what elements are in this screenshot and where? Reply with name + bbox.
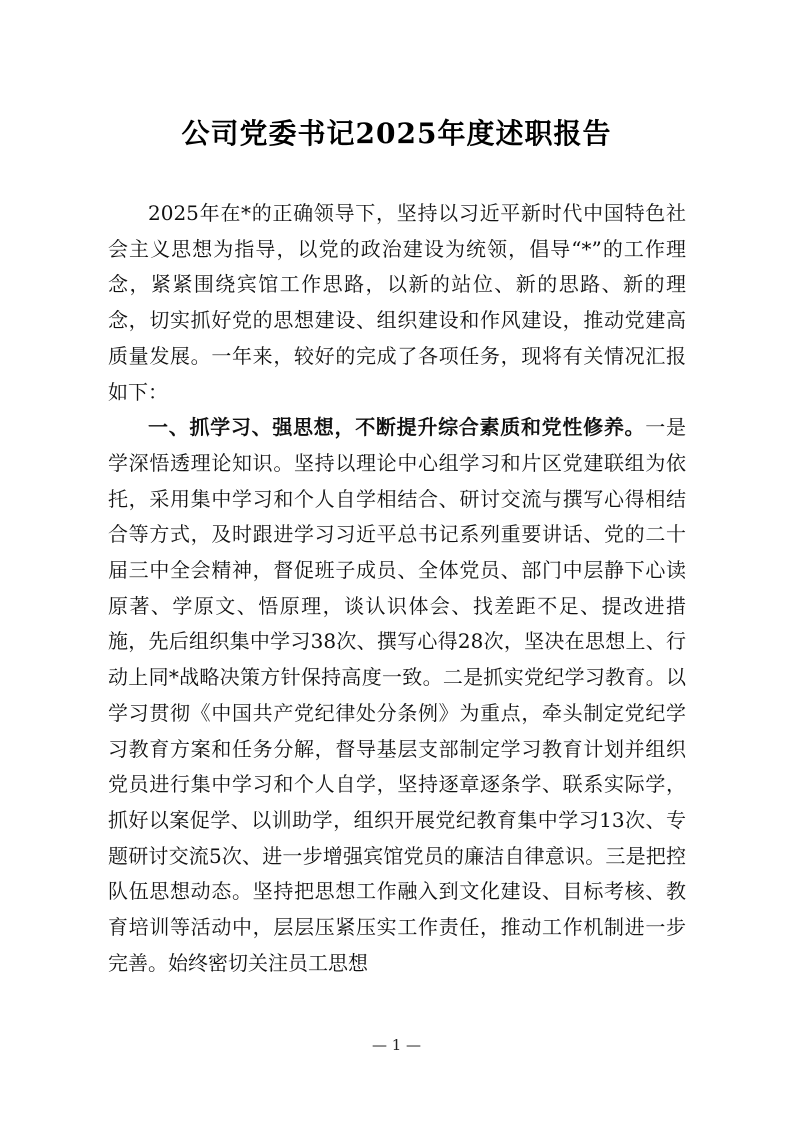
section-1-paragraph xyxy=(108,410,686,981)
page-number: — 1 — xyxy=(371,1036,422,1054)
section-1-heading: 一、抓学习、强思想，不断提升综合素质和党性修养。 xyxy=(148,415,646,440)
document-title: 公司党委书记2025年度述职报告 xyxy=(181,117,612,150)
document-body xyxy=(108,196,686,981)
intro-paragraph: 2025年在*的正确领导下，坚持以习近平新时代中国特色社会主义思想为指导，以党的政治建设为统领，倡导“*”的工作理念，紧紧围绕宾馆工作思路，以新的站位、新的思路、新的理念，切实抓好党的思想建设、组织建设和作风建设，推动党建高质量发展。一年来，较好的完成了各项任务，现将有关情况汇报如下： xyxy=(108,201,686,404)
section-1-body: 一是学深悟透理论知识。坚持以理论中心组学习和片区党建联组为依托，采用集中学习和个人自学相结合、研讨交流与撰写心得相结合等方式，及时跟进学习习近平总书记系列重要讲话、党的二十届三中全会精神，督促班子成员、全体党员、部门中层静下心读原著、学原文、悟原理，谈认识体会、找差距不足、提改进措施，先后组织集中学习38次、撰写心得28次，坚决在思想上、行动上同*战略决策方针保持高度一致。二是抓实党纪学习教育。以学习贯彻《中国共产党纪律处分条例》为重点，牵头制定党纪学习教育方案和任务分解，督导基层支部制定学习教育计划并组织党员进行集中学习和个人自学，坚持逐章逐条学、联系实际学，抓好以案促学、以训助学，组织开展党纪教育集中学习13次、专题研讨交流5次、进一步增强宾馆党员的廉洁自律意识。三是把控队伍思想动态。坚持把思想工作融入到文化建设、目标考核、教育培训等活动中，层层压紧压实工作责任，推动工作机制进一步完善。始终密切关注员工思想 xyxy=(108,415,687,975)
